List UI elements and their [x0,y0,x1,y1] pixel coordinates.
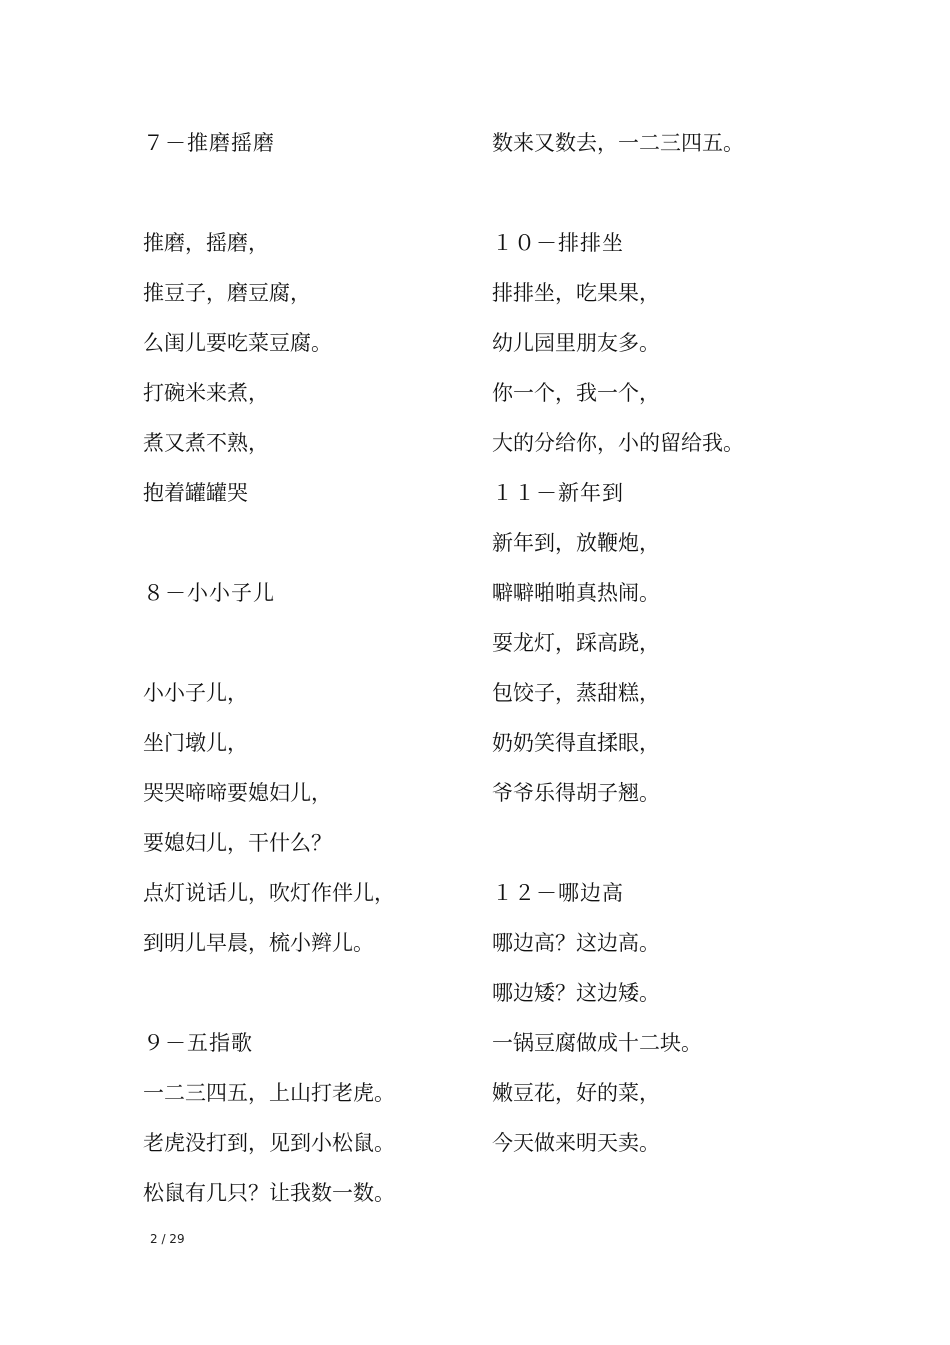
blank-line [143,620,473,670]
blank-line [143,520,473,570]
verse-line: 奶奶笑得直揉眼， [492,731,660,755]
blank-line [492,170,822,220]
left-column [143,120,473,1220]
rhyme-title: １１－新年到 [492,481,624,505]
rhyme-title: ９－五指歌 [143,1031,253,1055]
verse-line: 煮又煮不熟， [143,431,269,455]
verse-line: 打碗米来煮， [143,381,269,405]
verse-line: 今天做来明天卖。 [492,1131,660,1155]
verse-line: 一锅豆腐做成十二块。 [492,1031,702,1055]
verse-line: 点灯说话儿，吹灯作伴儿， [143,881,395,905]
verse-line: 抱着罐罐哭 [143,481,248,505]
verse-line: 幼儿园里朋友多。 [492,331,660,355]
verse-line: 哭哭啼啼要媳妇儿， [143,781,332,805]
blank-line [492,820,822,870]
rhyme-title: １０－排排坐 [492,231,624,255]
verse-line: 数来又数去，一二三四五。 [492,131,744,155]
verse-line: 你一个，我一个， [492,381,660,405]
rhyme-title: ８－小小子儿 [143,581,275,605]
verse-line: 老虎没打到，见到小松鼠。 [143,1131,395,1155]
verse-line: 推豆子，磨豆腐， [143,281,311,305]
verse-line: 哪边高？这边高。 [492,931,660,955]
verse-line: 耍龙灯，踩高跷， [492,631,660,655]
verse-line: 到明儿早晨，梳小辫儿。 [143,931,374,955]
rhyme-title: １２－哪边高 [492,881,624,905]
right-column [492,120,822,1170]
page-number: 2 / 29 [150,1232,185,1246]
verse-line: 坐门墩儿， [143,731,248,755]
verse-line: 噼噼啪啪真热闹。 [492,581,660,605]
verse-line: 要媳妇儿，干什么？ [143,831,332,855]
verse-line: 嫩豆花，好的菜， [492,1081,660,1105]
verse-line: 大的分给你，小的留给我。 [492,431,744,455]
verse-line: 包饺子，蒸甜糕， [492,681,660,705]
verse-line: 一二三四五，上山打老虎。 [143,1081,395,1105]
verse-line: 哪边矮？这边矮。 [492,981,660,1005]
verse-line: 小小子儿， [143,681,248,705]
verse-line: 松鼠有几只？让我数一数。 [143,1181,395,1205]
verse-line: 爷爷乐得胡子翘。 [492,781,660,805]
blank-line [143,170,473,220]
verse-line: 么闺儿要吃菜豆腐。 [143,331,332,355]
verse-line: 推磨，摇磨， [143,231,269,255]
verse-line: 新年到，放鞭炮， [492,531,660,555]
rhyme-title: ７－推磨摇磨 [143,131,275,155]
blank-line [143,970,473,1020]
verse-line: 排排坐，吃果果， [492,281,660,305]
